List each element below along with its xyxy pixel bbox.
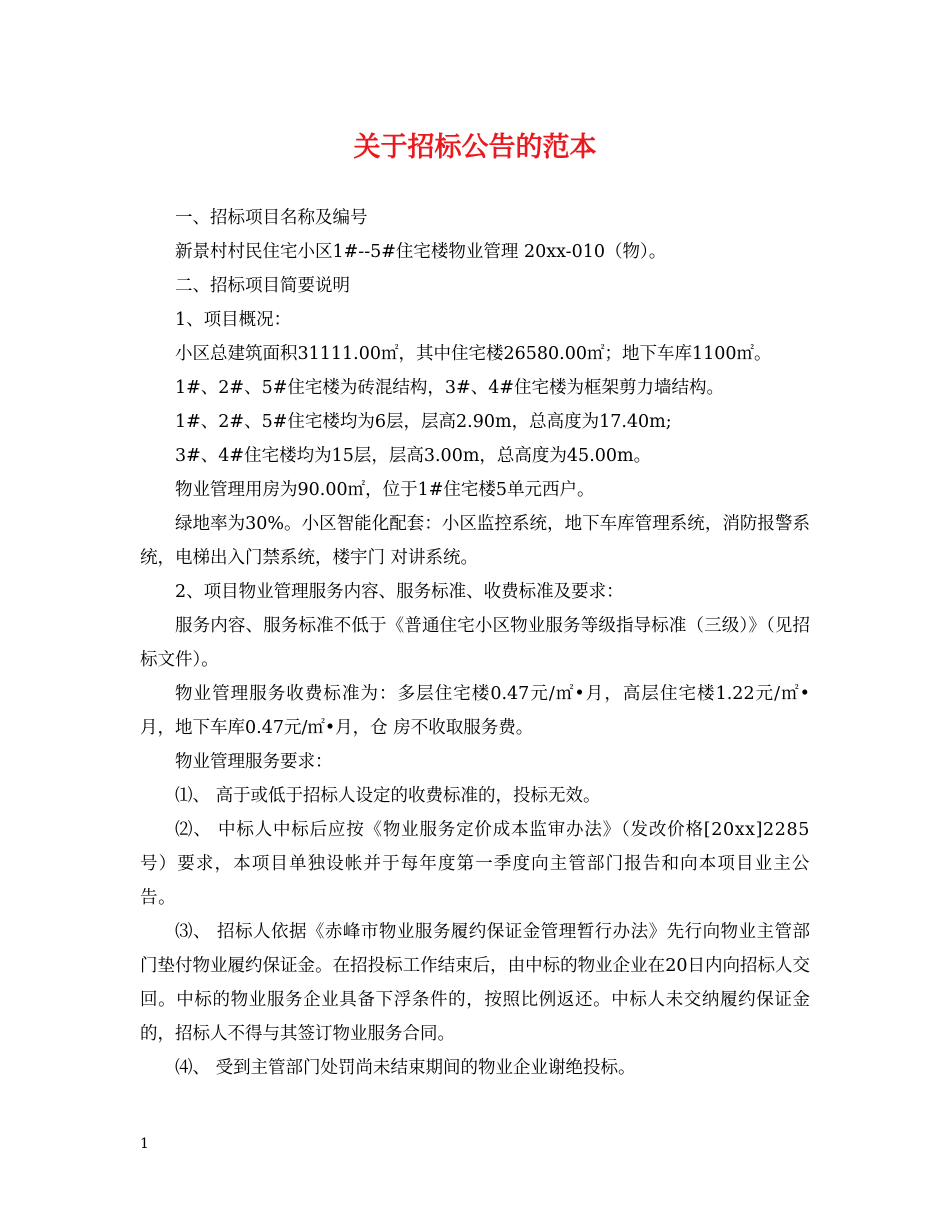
paragraph-high-rise: 3#、4#住宅楼均为15层，层高3.00m，总高度为45.00m。 xyxy=(175,446,652,466)
paragraph-multi-storey: 1#、2#、5#住宅楼均为6层，层高2.90m，总高度为17.40m; xyxy=(175,412,672,432)
requirement-item-3: ⑶、 招标人依据《赤峰市物业服务履约保证金管理暂行办法》先行向物业主管部门垫付物业履约保证金。在招投标工作结束后，由中标的物业企业在20日内向招标人交回。中标的物业服务企业具备下浮条件的，按照比例返还。中标人未交纳履约保证金的，招标人不得与其签订物业服务合同。 xyxy=(140,922,810,1044)
requirement-item-4: ⑷、 受到主管部门处罚尚未结束期间的物业企业谢绝投标。 xyxy=(175,1058,636,1078)
subsection-heading-services: 2、项目物业管理服务内容、服务标准、收费标准及要求： xyxy=(175,582,624,602)
paragraph-green-rate: 绿地率为30%。小区智能化配套：小区监控系统，地下车库管理系统，消防报警系统，电梯出入门禁系统，楼宇门 对讲系统。 xyxy=(140,514,810,568)
page-number: 1 xyxy=(140,1136,149,1152)
requirement-item-1: ⑴、 高于或低于招标人设定的收费标准的，投标无效。 xyxy=(175,786,601,806)
paragraph-service-standard: 服务内容、服务标准不低于《普通住宅小区物业服务等级指导标准（三级）》（见招标文件）。 xyxy=(140,616,810,670)
page-title: 关于招标公告的范本 xyxy=(353,132,597,163)
paragraph-fee-standard: 物业管理服务收费标准为：多层住宅楼0.47元/㎡•月，高层住宅楼1.22元/㎡•月，地下车库0.47元/㎡•月，仓 房不收取服务费。 xyxy=(140,684,810,738)
project-name-paragraph: 新景村村民住宅小区1#--5#住宅楼物业管理 20xx-010（物）。 xyxy=(175,242,667,262)
section-heading-1: 一、招标项目名称及编号 xyxy=(175,208,368,228)
paragraph-requirements-heading: 物业管理服务要求： xyxy=(175,752,333,772)
requirement-item-2: ⑵、 中标人中标后应按《物业服务定价成本监审办法》（发改价格[20xx]2285号）要求，本项目单独设帐并于每年度第一季度向主管部门报告和向本项目业主公告。 xyxy=(140,820,810,908)
section-heading-2: 二、招标项目简要说明 xyxy=(175,276,350,296)
subsection-heading-overview: 1、项目概况： xyxy=(175,310,292,330)
paragraph-management-room: 物业管理用房为90.00㎡，位于1#住宅楼5单元西户。 xyxy=(175,480,595,500)
paragraph-area: 小区总建筑面积31111.00㎡，其中住宅楼26580.00㎡；地下车库1100㎡。 xyxy=(175,344,772,364)
document-body xyxy=(140,201,810,1085)
paragraph-structure: 1#、2#、5#住宅楼为砖混结构，3#、4#住宅楼为框架剪力墙结构。 xyxy=(175,378,724,398)
